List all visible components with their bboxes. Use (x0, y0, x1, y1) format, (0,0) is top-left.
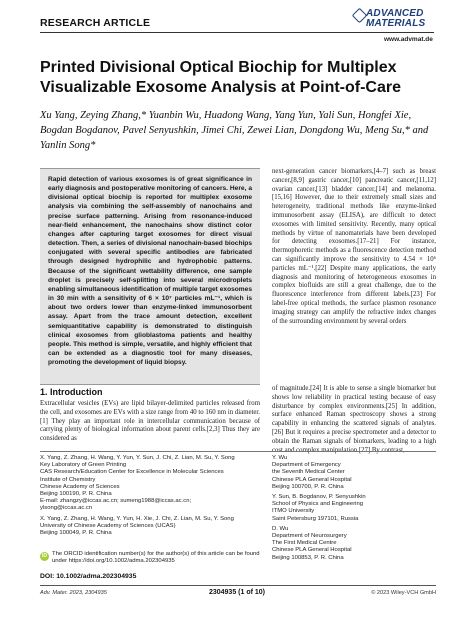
affiliation-line: Beijing 100700, P. R. China (272, 483, 344, 490)
affiliation-line: Beijing 100190, P. R. China (40, 491, 112, 498)
affiliation-line: Chinese PLA General Hospital (272, 476, 352, 483)
affiliation-line: Department of Neurosurgery (272, 533, 347, 540)
affiliation-line: The First Medical Centre (272, 540, 337, 547)
affiliation-line: D. Wu (272, 525, 289, 532)
journal-logo-icon (352, 8, 368, 24)
affiliation-email[interactable]: ylsong@iccas.ac.cn (40, 505, 93, 512)
right-column (272, 168, 436, 326)
affiliation-email[interactable]: E-mail: zhangzy@iccas.ac.cn; sumeng1988@iccas.ac.cn; (40, 498, 192, 505)
introduction-paragraph: Extracellular vesicles (EVs) are lipid bilayer-delimited particles released from the cell, and exosomes are EVs with a size range from 40 to 160 nm in diameter.[1] They play an important role in intercellular communication because of carrying plenty of biological information about parent cells.[2,3] Thus they are considered as (40, 400, 260, 443)
article-title: Printed Divisional Optical Biochip for Multiplex Visualizable Exosome Analysis at Point-of-Care (40, 59, 401, 96)
footer-divider (40, 585, 436, 586)
right-column-text: next-generation cancer biomarkers,[4–7] such as breast cancer,[8,9] gastric cancer,[10] pancreatic cancer,[11,12] ovarian cancer,[13] bladder cancer,[14] and melanoma.[15,16] However, due to their extremely small sizes and heterogeneity, traditional methods like enzyme-linked immunosorbent assay (ELISA), are difficult to detect exosomes with limited sensitivity. Recently, many optical methods by virtue of nanomaterials have been developed for detecting exosomes.[17–21] For instance, thermophoretic methods as a fluorescence detection method can significantly improve the sensitivity to 4.54 × 10⁶ particles mL⁻¹.[22] Despite many applications, the early diagnosis and monitoring of heterogeneous exosomes in complex biofluids are still a great challenge, due to the fluorescence interference from different labels.[23] For label-free optical methods, the surface plasmon resonance imaging strategy can amplify the refractive index changes of the surrounding environment by several orders (272, 168, 436, 325)
affiliation-line: School of Physics and Engineering (272, 501, 364, 508)
affiliation-line: the Seventh Medical Center (272, 469, 345, 476)
affiliation-line: University of Chinese Academy of Sciences (UCAS) (40, 522, 176, 529)
introduction-paragraph-right: of magnitude.[24] It is able to sense a single biomarker but shows low reliability in practical testing because of easy disturbance by complex environments.[25] In addition, surface enhanced Raman spectroscopy shows a strong capability in enhancing the scattered signals of analytes.[26] But it requires a precise spectrometer and a detector to obtain the Raman signals of biomarkers, leading to a high (272, 385, 436, 445)
affiliation-line: Institute of Chemistry (40, 476, 96, 483)
section-label: RESEARCH ARTICLE (40, 17, 151, 29)
section-heading-introduction: 1. Introduction (40, 387, 103, 397)
doi[interactable]: DOI: 10.1002/adma.202304935 (40, 573, 137, 580)
footer-copyright: © 2023 Wiley-VCH GmbH (371, 590, 436, 596)
affiliation-line: X. Yang, Z. Zhang, H. Wang, Y. Yun, H. Xie, J. Chi, Z. Lian, M. Su, Y. Song (40, 515, 234, 522)
affiliation-line: Chinese Academy of Sciences (40, 483, 120, 490)
abstract-text: Rapid detection of various exosomes is of great significance in early diagnosis and postoperative monitoring of cancers. Here, a divisional optical biochip is reported for multiplex exosome analysis via combining the self-assembly of nanochains and precise surface patterning. Arising from resonance-induced near-field enhancement, the nanochains show distinct color changes after capturing target exosomes for direct visual detection. Then, a series of divisional nanochain-based biochips conjugated with several specific antibodies are fabricated through designed hydrophilic and hydrophobic patterns. Because of the significant wettability difference, one sample droplet is precisely self-splitting into several microdroplets enabling simultaneous identification of multiple target exosomes in 30 min with a sensitivity of 6 × 10⁷ particles mL⁻¹, which is about two orders lower than enzyme-linked immunosorbent assay. Apart from the trace amount detection, excellent semiquantitative capability is demonstrated to distinguish clinical exosomes from glioblastoma patients and healthy people. This method is simple, versatile, and highly efficient that can be extended as a diagnostic tool for many diseases, promoting the development of liquid biopsy. (48, 176, 252, 367)
affiliation-line: Beijing 100853, P. R. China (272, 554, 344, 561)
affiliation-line: Y. Sun, B. Bogdanov, P. Senyushkin (272, 494, 366, 501)
introduction-text-right (272, 385, 436, 455)
affiliation-line: Saint Petersburg 197101, Russia (272, 515, 359, 522)
affiliation-line: Chinese PLA General Hospital (272, 547, 352, 554)
footer-page-number: 2304935 (1 of 10) (208, 589, 266, 596)
affiliations-right (272, 455, 436, 562)
affiliation-line: Beijing 100049, P. R. China (40, 530, 112, 537)
header-divider (40, 32, 434, 33)
journal-url[interactable]: www.advmat.de (384, 36, 433, 43)
affiliation-line: CAS Research/Education Center for Excellence in Molecular Sciences (40, 469, 224, 476)
affiliation-line: Department of Emergency (272, 462, 341, 469)
journal-logo-line1: ADVANCED (366, 8, 424, 19)
orcid-note[interactable]: The ORCID identification number(s) for the author(s) of this article can be found under https://doi.org/10.1002/adma.202304935 (52, 551, 260, 565)
affiliation-line: Key Laboratory of Green Printing (40, 462, 127, 469)
affiliation-divider (40, 451, 436, 452)
journal-logo (366, 8, 436, 32)
introduction-text-left (40, 400, 260, 444)
orcid-icon[interactable]: iD (42, 553, 47, 559)
footer-journal-citation: Adv. Mater. 2023, 2304935 (40, 590, 107, 596)
journal-logo-line2: MATERIALS (366, 18, 426, 29)
affiliation-line: Y. Wu (272, 455, 288, 461)
affiliations-left (40, 455, 260, 537)
abstract-box (40, 168, 260, 385)
affiliation-line: ITMO University (272, 508, 315, 515)
author-list: Xu Yang, Zeying Zhang,* Yuanbin Wu, Huadong Wang, Yang Yun, Yali Sun, Hongfei Xie, Bogdan Bogdanov, Pavel Senyushkin, Jimei Chi, Zewei Lian, Dongdong Wu, Meng Su,* and Yanlin Song* (40, 110, 429, 151)
affiliation-line: X. Yang, Z. Zhang, H. Wang, Y. Yun, Y. Sun, J. Chi, Z. Lian, M. Su, Y. Song (40, 455, 235, 461)
